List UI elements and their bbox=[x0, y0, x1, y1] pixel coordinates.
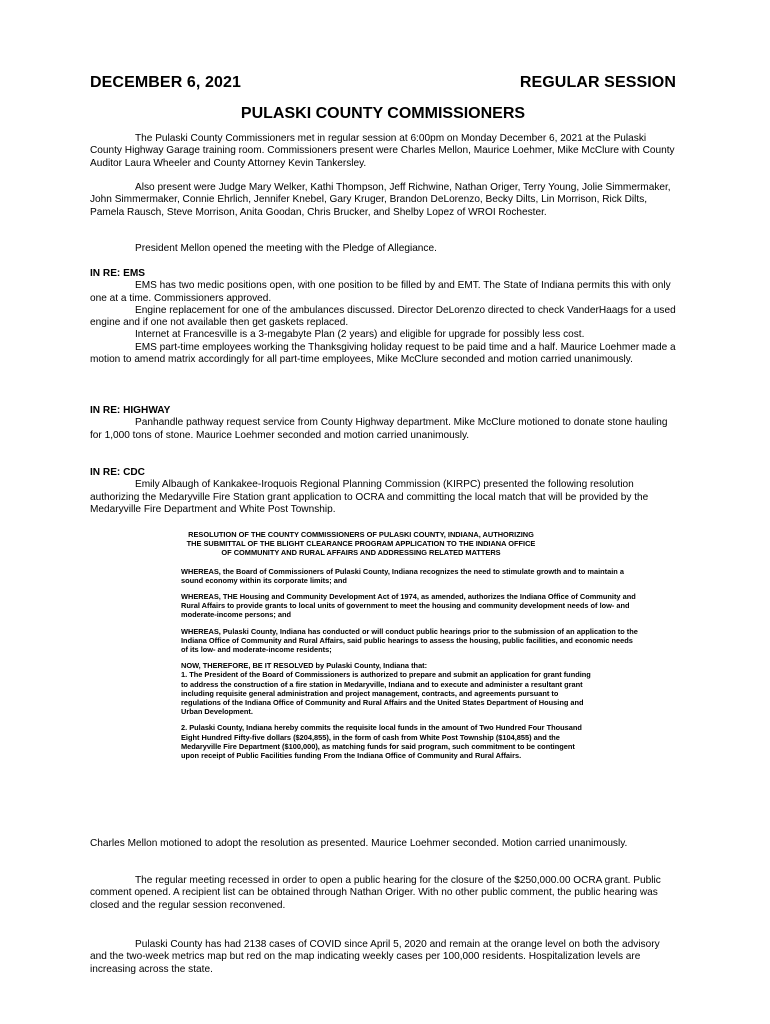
resolved-clause: NOW, THEREFORE, BE IT RESOLVED by Pulaski County, Indiana that: bbox=[181, 661, 428, 671]
highway-text: Panhandle pathway request service from County Highway department. Mike McClure motioned to donate stone hauling for 1,000 tons of stone. Maurice Loehmer seconded and motion carried unanimously. bbox=[90, 417, 668, 441]
highway-section bbox=[90, 405, 676, 442]
meeting-date: DECEMBER 6, 2021 bbox=[90, 74, 241, 91]
intro-paragraph-1: The Pulaski County Commissioners met in regular session at 6:00pm on Monday December 6, 2021 at the Pulaski County Highway Garage training room. Commissioners present were Charles Mellon, Maurice Loehmer, Mike McClure with County Auditor Laura Wheeler and County Attorney Kevin Tankersley. bbox=[90, 133, 675, 169]
ems-item: Internet at Francesville is a 3-megabyte Plan (2 years) and eligible for upgrade for possibly less cost. bbox=[135, 329, 585, 341]
section-heading: IN RE: CDC bbox=[90, 467, 145, 478]
resolution-heading: RESOLUTION OF THE COUNTY COMMISSIONERS OF PULASKI COUNTY, INDIANA, AUTHORIZING THE SUBMITTAL OF THE BLIGHT CLEARANCE PROGRAM APPLICATION TO THE INDIANA OFFICE OF COMMUNITY AND RURAL AFFAIRS AND ADDRESSING RELATED MATTERS bbox=[186, 530, 536, 558]
whereas-clause: WHEREAS, the Board of Commissioners of Pulaski County, Indiana recognizes the need to stimulate growth and to maintain a sound economy within its corporate limits; and bbox=[181, 566, 624, 585]
whereas-clause: WHEREAS, THE Housing and Community Development Act of 1974, as amended, authorizes the Indiana Office of Community and Rural Affairs to provide grants to local units of government to meet the housing and community development needs of low- and moderate-income persons; and bbox=[181, 592, 636, 620]
ems-item: EMS has two medic positions open, with one position to be filled by and EMT. The State of Indiana permits this with only one at a time. Commissioners approved. bbox=[90, 280, 671, 304]
covid-paragraph: Pulaski County has had 2138 cases of COVID since April 5, 2020 and remain at the orange level on both the advisory and the two-week metrics map but red on the map indicating weekly cases per 100,000 residents. Hospitalization levels are increasing across the state. bbox=[90, 939, 660, 975]
cdc-text: Emily Albaugh of Kankakee-Iroquois Regional Planning Commission (KIRPC) presented the following resolution authorizing the Medaryville Fire Station grant application to OCRA and committing the local match that will be provided by the Medaryville Fire Department and White Post Township. bbox=[90, 479, 649, 515]
section-heading: IN RE: EMS bbox=[90, 268, 145, 279]
session-type: REGULAR SESSION bbox=[519, 74, 676, 91]
ems-item: EMS part-time employees working the Thanksgiving holiday request to be paid time and a half. Maurice Loehmer made a motion to amend matrix accordingly for all part-time employees, Mike McClure seconded and motion carried unanimously. bbox=[90, 341, 676, 366]
ems-section bbox=[90, 268, 676, 366]
intro-paragraph-3: President Mellon opened the meeting with the Pledge of Allegiance. bbox=[135, 243, 437, 254]
resolution-item: 1. The President of the Board of Commissioners is authorized to prepare and submit an application for grant funding to address the construction of a fire station in Medaryville, Indiana and to execute and administer a resultant grant including requisite general administration and project management, contracts, and agreements pursuant to regulations of the Indiana Office of Community and Rural Affairs and the United States Department of Housing and Urban Development. bbox=[181, 670, 591, 717]
resolution-block bbox=[181, 530, 641, 760]
document-title: PULASKI COUNTY COMMISSIONERS bbox=[240, 105, 526, 122]
intro-paragraph-2: Also present were Judge Mary Welker, Kathi Thompson, Jeff Richwine, Nathan Origer, Terry Young, Jolie Simmermaker, John Simmermaker, Connie Ehrlich, Jennifer Knebel, Gary Kruger, Brandon DeLorenzo, Becky Dilts, Lin Morrison, Rick Dilts, Pamela Rausch, Steve Morrison, Anita Goodan, Chris Brucker, and Shelby Lopez of WROI Rochester. bbox=[90, 182, 671, 218]
section-heading: IN RE: HIGHWAY bbox=[90, 405, 171, 416]
document-header bbox=[90, 74, 676, 92]
public-hearing-paragraph: The regular meeting recessed in order to open a public hearing for the closure of the $250,000.00 OCRA grant. Public comment opened. A recipient list can be obtained through Nathan Origer. With no other public comment, the public hearing was closed and the regular session reconvened. bbox=[90, 875, 661, 911]
whereas-clause: WHEREAS, Pulaski County, Indiana has conducted or will conduct public hearings prior to the submission of an application to the Indiana Office of Community and Rural Affairs, said public hearings to assess the housing, public facilities, and economic needs of its low- and moderate-income residents; bbox=[181, 626, 638, 655]
adoption-motion: Charles Mellon motioned to adopt the resolution as presented. Maurice Loehmer seconded. Motion carried unanimously. bbox=[90, 838, 628, 849]
resolution-item: 2. Pulaski County, Indiana hereby commits the requisite local funds in the amount of Two Hundred Four Thousand Eight Hundred Fifty-five dollars ($204,855), in the form of cash from White Post Township ($104,855) and the Medaryville Fire Department ($100,000), as matching funds for said program, such commitment to be contingent upon receipt of Public Facilities funding From the Indiana Office of Community and Rural Affairs. bbox=[181, 723, 582, 761]
ems-item: Engine replacement for one of the ambulances discussed. Director DeLorenzo directed to check VanderHaags for a used engine and if one not available then get gaskets replaced. bbox=[90, 304, 676, 329]
cdc-section bbox=[90, 467, 676, 516]
